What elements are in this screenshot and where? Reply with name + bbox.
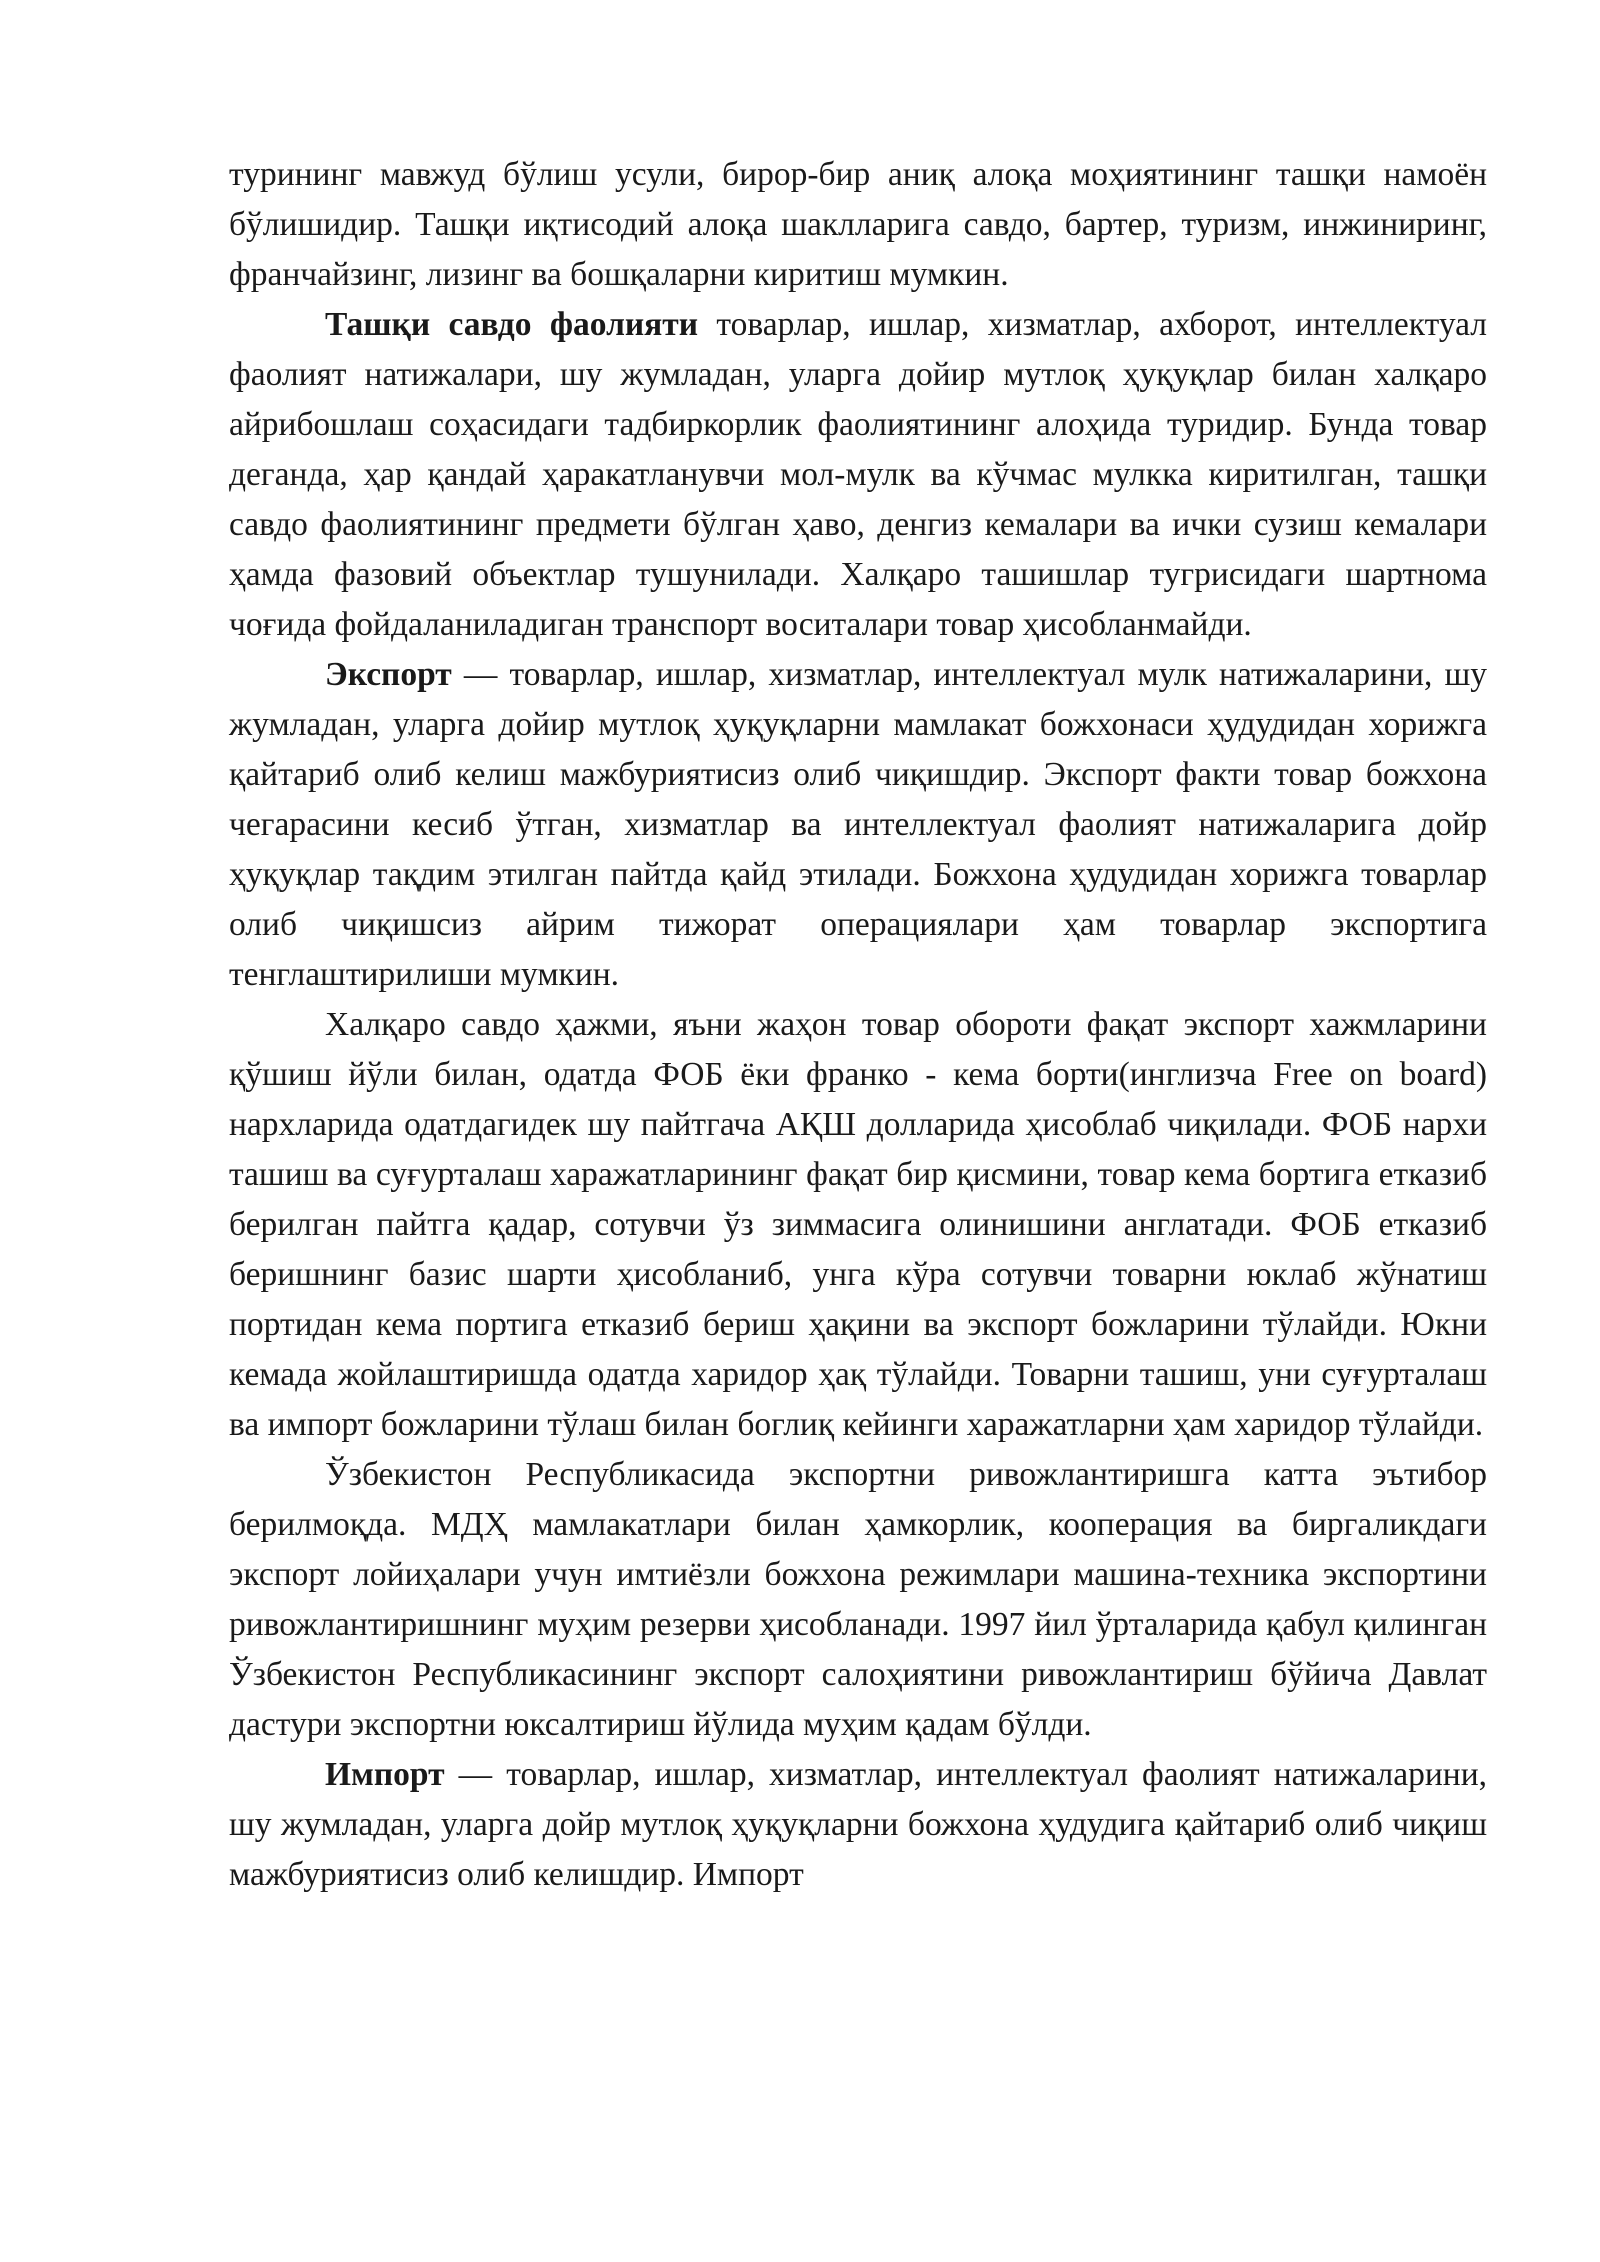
document-body <box>229 150 1487 1900</box>
paragraph-text: Ўзбекистон Республикасида экспортни ривожлантиришга катта эътибор берилмоқда. МДҲ мамлакатлари билан ҳамкорлик, кооперация ва биргаликдаги экспорт лойиҳалари учун имтиёзли божхона режимлари машина-техника экспортини ривожлантиришнинг муҳим резерви ҳисобланади. 1997 йил ўрталарида қабул қилинган Ўзбекистон Республикасининг экспорт салоҳиятини ривожлантириш бўйича Давлат дастури экспортни юксалтириш йўлида муҳим қадам бўлди. <box>229 1456 1487 1743</box>
paragraph-text: турининг мавжуд бўлиш усули, бирор-бир аниқ алоқа моҳиятининг ташқи намоён бўлишидир. Ташқи иқтисодий алоқа шаклларига савдо, бартер, туризм, инжиниринг, франчайзинг, лизинг ва бошқаларни киритиш мумкин. <box>229 156 1487 293</box>
paragraph-import <box>229 1750 1487 1900</box>
term-import: Импорт <box>325 1756 445 1793</box>
term-foreign-trade: Ташқи савдо фаолияти <box>325 306 699 343</box>
paragraph-uzbekistan-export <box>229 1450 1487 1750</box>
paragraph-text: — товарлар, ишлар, хизматлар, интеллектуал фаолият натижаларини, шу жумладан, уларга дойр мутлоқ ҳуқуқларни божхона ҳудудига қайтариб олиб чиқиш мажбуриятисиз олиб келишдир. Импорт <box>229 1756 1487 1893</box>
paragraph-foreign-trade <box>229 300 1487 650</box>
term-export: Экспорт <box>325 656 452 693</box>
paragraph-text: товарлар, ишлар, хизматлар, ахборот, интеллектуал фаолият натижалари, шу жумладан, уларга дойир мутлоқ ҳуқуқлар билан халқаро айрибошлаш соҳасидаги тадбиркорлик фаолиятининг алоҳида туридир. Бунда товар деганда, ҳар қандай ҳаракатланувчи мол-мулк ва кўчмас мулкка киритилган, ташқи савдо фаолиятининг предмети бўлган ҳаво, денгиз кемалари ва ички сузиш кемалари ҳамда фазовий объектлар тушунилади. Халқаро ташишлар тугрисидаги шартнома чоғида фойдаланиладиган транспорт воситалари товар ҳисобланмайди. <box>229 306 1488 643</box>
paragraph-text: Халқаро савдо ҳажми, яъни жаҳон товар обороти фақат экспорт хажмларини қўшиш йўли билан, одатда ФОБ ёки франко - кема борти(инглизча Free on board) нархларида одатдагидек шу пайтгача АҚШ долларида ҳисоблаб чиқилади. ФОБ нархи ташиш ва суғурталаш харажатларининг фақат бир қисмини, товар кема бортига етказиб берилган пайтга қадар, сотувчи ўз зиммасига олинишини англатади. ФОБ етказиб беришнинг базис шарти ҳисобланиб, унга кўра сотувчи товарни юклаб жўнатиш портидан кема портига етказиб бериш ҳақини ва экспорт божларини тўлайди. Юкни кемада жойлаштиришда одатда харидор ҳақ тўлайди. Товарни ташиш, уни суғурталаш ва импорт божларини тўлаш билан боглиқ кейинги харажатларни ҳам харидор тўлайди. <box>229 1006 1487 1443</box>
paragraph-intro <box>229 150 1487 300</box>
paragraph-export <box>229 650 1487 1000</box>
paragraph-text: — товарлар, ишлар, хизматлар, интеллектуал мулк натижаларини, шу жумладан, уларга дойир мутлоқ ҳуқуқларни мамлакат божхонаси ҳудудидан хорижга қайтариб олиб келиш мажбуриятисиз олиб чиқишдир. Экспорт факти товар божхона чегарасини кесиб ўтган, хизматлар ва интеллектуал фаолият натижаларига дойр ҳуқуқлар тақдим этилган пайтда қайд этилади. Божхона ҳудудидан хорижга товарлар олиб чиқишсиз айрим тижорат операциялари ҳам товарлар экспортига тенглаштирилиши мумкин. <box>229 656 1487 993</box>
paragraph-trade-volume <box>229 1000 1487 1450</box>
